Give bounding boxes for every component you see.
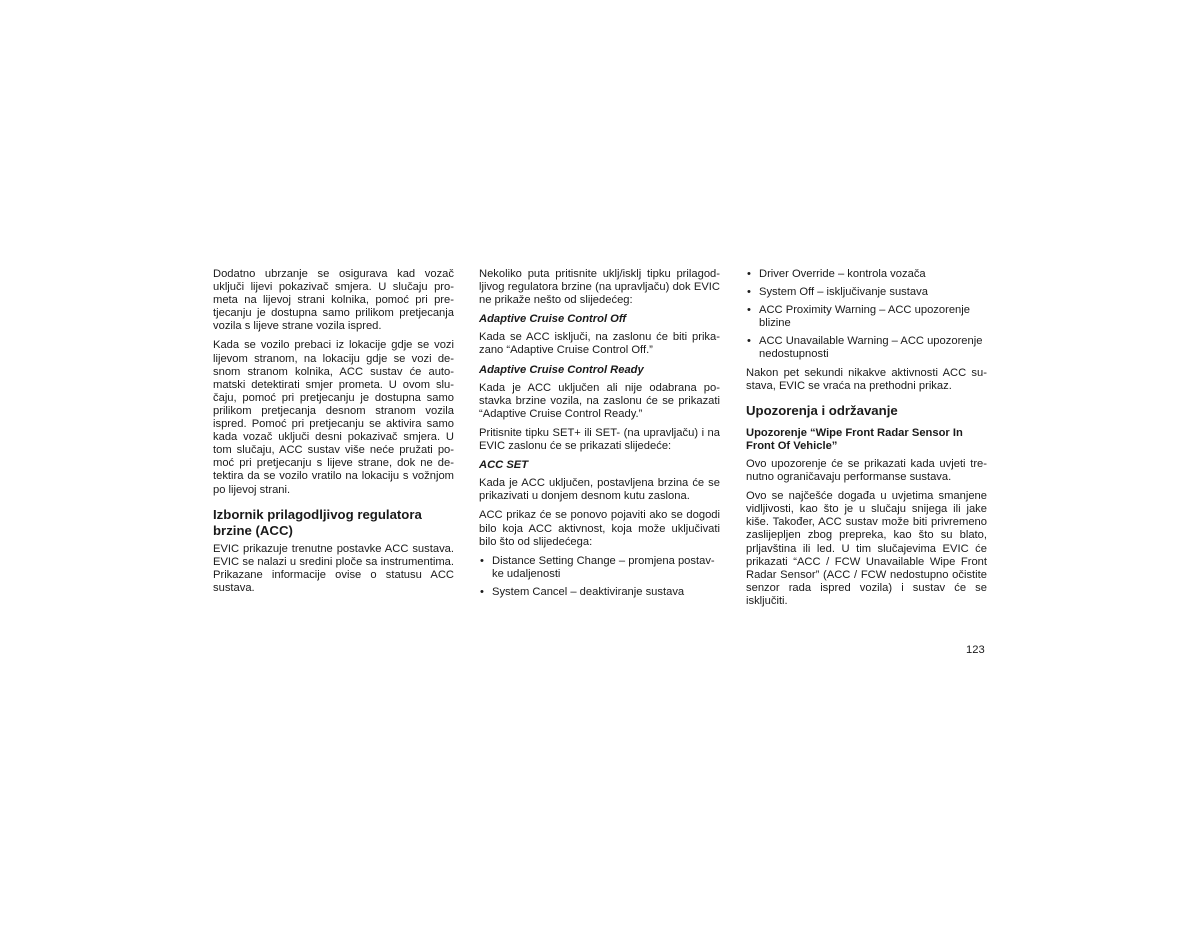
list-item-text: System Cancel – deaktiviranje sustava: [492, 585, 685, 598]
list-item-text: ACC Proximity Warning – ACC upozorenje blizine: [759, 304, 970, 330]
acc-reappear-paragraph: ACC prikaz će se ponovo pojaviti ako se dogodi bilo koja ACC aktivnost, koja može uključivati bilo što od slijedećega:: [479, 509, 720, 548]
bullet-icon: •: [747, 304, 751, 317]
wipe-radar-warning-subheading: Upozorenje “Wipe Front Radar Sensor In Front Of Vehicle”: [746, 426, 963, 452]
bullet-icon: •: [747, 335, 751, 348]
acc-ready-subheading: Adaptive Cruise Control Ready: [479, 363, 644, 376]
list-item-text: System Off – isključivanje sustava: [759, 286, 928, 299]
list-item: [479, 555, 720, 581]
set-button-paragraph: Pritisnite tipku SET+ ili SET- (na upravljaču) i na EVIC zaslonu će se prikazati slijedeće:: [479, 426, 720, 453]
right-column: [746, 268, 987, 614]
warning-conditions-paragraph: Ovo upozorenje će se prikazati kada uvjeti trenutno ograničavaju performanse sustava.: [746, 457, 987, 484]
bullet-icon: •: [747, 286, 751, 299]
list-item: [746, 335, 987, 361]
list-item-text: Distance Setting Change – promjena postavke udaljenosti: [492, 554, 715, 580]
middle-column: [479, 268, 720, 604]
acc-menu-heading: Izbornik prilagodljivog regulatora brzine (ACC): [213, 506, 422, 538]
bullet-icon: •: [480, 585, 484, 598]
bullet-icon: •: [747, 268, 751, 280]
evic-description-paragraph: EVIC prikazuje trenutne postavke ACC sustava. EVIC se nalazi u sredini ploče sa instrumentima. Prikazane informacije ovise o statusu ACC sustava.: [213, 542, 454, 594]
acc-ready-paragraph: Kada je ACC uključen ali nije odabrana postavka brzine vozila, na zaslonu će se prikazati “Adaptive Cruise Control Ready.”: [479, 381, 720, 420]
warnings-maintenance-heading: Upozorenja i održavanje: [746, 402, 898, 418]
page-number: 123: [966, 644, 985, 656]
overtaking-assist-left-paragraph: Dodatno ubrzanje se osigurava kad vozač uključi lijevi pokazivač smjera. U slučaju prometa na lijevoj strani kolnika, pomoć pri pretjecanju je dostupna samo prilikom pretjecanja vozila s lijeve strane vozila ispred.: [213, 268, 454, 333]
list-item: [746, 286, 987, 299]
acc-activity-list-part2: [746, 268, 987, 362]
list-item: [479, 586, 720, 599]
visibility-paragraph: Ovo se najčešće događa u uvjetima smanjene vidljivosti, kao što je u slučaju snijega ili jake kiše. Također, ACC sustav može biti privremeno zaslijepljen zbog prepreka, kao što su blato, prljavština ili led. U tim slučajevima EVIC će prikazati “ACC / FCW Unavailable Wipe Front Radar Sensor” (ACC / FCW nedostupno očistite senzor rada ispred vozila) i sustav će se isključiti.: [746, 490, 987, 607]
acc-off-subheading: Adaptive Cruise Control Off: [479, 313, 627, 326]
list-item: [746, 304, 987, 330]
traffic-direction-paragraph: Kada se vozilo prebaci iz lokacije gdje se vozi lijevom stranom, na lokaciju gdje se vozi desnom stranom kolnika, ACC sustav će automatski detektirati smjer prometa. U ovom slučaju, pomoć pri pretjecanju je dostupna samo prilikom pretjecanja desnom stranom vozila ispred. Pomoć pri pretjecanju se aktivira samo kada vozač uključi desni pokazivač smjera. U tom slučaju, ACC sustav više neće pružati pomoć pri pretjecanju s lijeve strane, dok ne detektira da se vozilo vratilo na lokaciju s vožnjom po lijevoj strani.: [213, 339, 454, 496]
left-column: [213, 268, 454, 601]
list-item-text: ACC Unavailable Warning – ACC upozorenje nedostupnosti: [759, 335, 983, 361]
evic-timeout-paragraph: Nakon pet sekundi nikakve aktivnosti ACC sustava, EVIC se vraća na prethodni prikaz.: [746, 366, 987, 392]
list-item: [746, 268, 987, 281]
list-item-text: Driver Override – kontrola vozača: [759, 268, 926, 280]
acc-set-paragraph: Kada je ACC uključen, postavljena brzina će se prikazivati u donjem desnom kutu zaslona.: [479, 477, 720, 503]
evic-toggle-paragraph: Nekoliko puta pritisnite uklj/isklj tipku prilagodljivog regulatora brzine (na upravljaču) dok EVIC ne prikaže nešto od slijedećeg:: [479, 268, 720, 307]
bullet-icon: •: [480, 554, 484, 567]
acc-activity-list-part1: [479, 555, 720, 599]
acc-off-paragraph: Kada se ACC isključi, na zaslonu će biti prikazano “Adaptive Cruise Control Off.”: [479, 331, 720, 357]
acc-set-subheading: ACC SET: [479, 459, 529, 472]
